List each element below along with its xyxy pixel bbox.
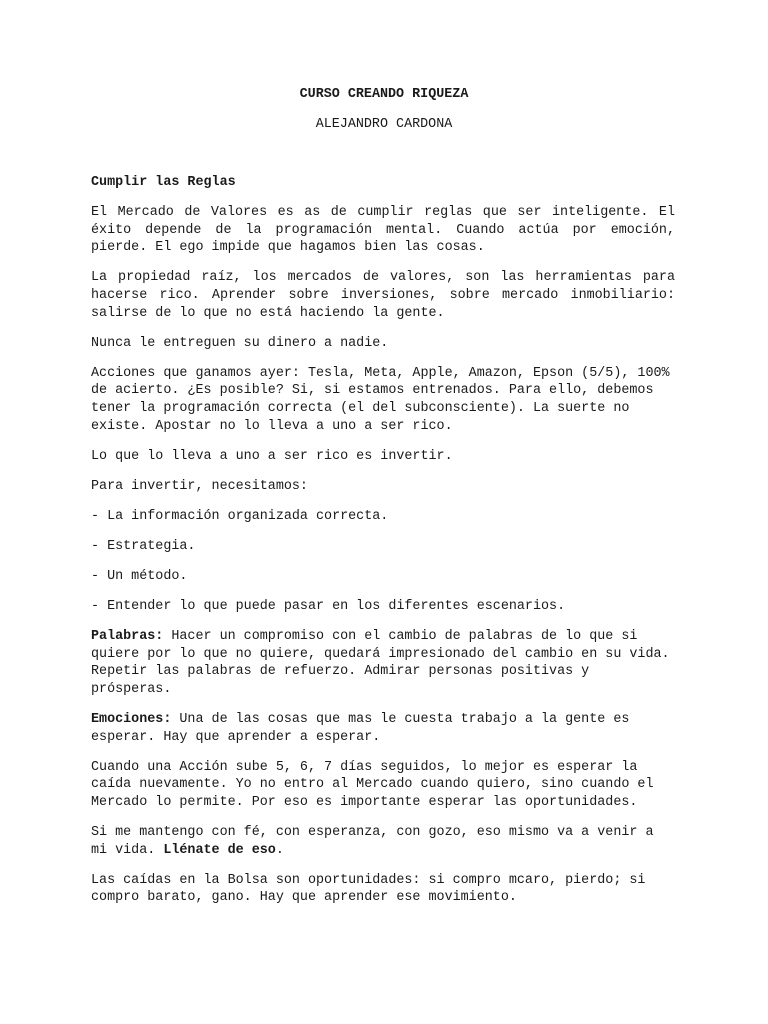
list-item-2: - Estrategia. [91, 538, 196, 554]
document-body [91, 174, 675, 919]
paragraph-4: Acciones que ganamos ayer: Tesla, Meta, Apple, Amazon, Epson (5/5), 100% de acierto. ¿Es posible? Si, si estamos entrenados. Para ello, debemos tener la programación correcta (el del subconsciente). La suerte no existe. Apostar no lo lleva a uno a ser rico. [91, 365, 670, 434]
section-title: Cumplir las Reglas [91, 175, 236, 190]
document-author: ALEJANDRO CARDONA [315, 117, 453, 132]
paragraph-3: Nunca le entreguen su dinero a nadie. [91, 335, 389, 351]
palabras-label: Palabras: [91, 629, 164, 645]
paragraph-9: Cuando una Acción sube 5, 6, 7 días seguidos, lo mejor es esperar la caída nuevamente. Yo no entro al Mercado cuando quiero, sino cuando el Mercado lo permite. Por eso es importante esperar las oportunidades. [91, 759, 654, 810]
document-title: CURSO CREANDO RIQUEZA [299, 87, 469, 102]
paragraph-emociones [91, 711, 675, 746]
list-item-1: - La información organizada correcta. [91, 508, 389, 524]
list-item-4: - Entender lo que puede pasar en los diferentes escenarios. [91, 599, 566, 615]
paragraph-1: El Mercado de Valores es as de cumplir reglas que ser inteligente. El éxito depende de la programación mental. Cuando actúa por emoción, pierde. El ego impide que hagamos bien las cosas. [91, 205, 675, 256]
paragraph-10-text: Si me mantengo con fé, con esperanza, con gozo, eso mismo va a venir a mi vida. [91, 825, 654, 858]
paragraph-10-bold: Llénate de eso [163, 842, 276, 858]
list-item-3: - Un método. [91, 569, 188, 584]
palabras-text: Hacer un compromiso con el cambio de palabras de lo que si quiere por lo que no quiere, quedará impresionado del cambio en su vida. Repetir las palabras de refuerzo. Admirar personas positivas y prósperas. [91, 629, 670, 697]
paragraph-10 [91, 824, 675, 859]
paragraph-11: Las caídas en la Bolsa son oportunidades: si compro mcaro, pierdo; si compro barato, gano. Hay que aprender ese movimiento. [91, 872, 646, 906]
paragraph-10-end: . [275, 842, 284, 858]
emociones-text: Una de las cosas que mas le cuesta trabajo a la gente es esperar. Hay que aprender a esperar. [91, 712, 630, 745]
paragraph-5: Lo que lo lleva a uno a ser rico es invertir. [91, 448, 453, 464]
paragraph-6: Para invertir, necesitamos: [91, 478, 308, 494]
paragraph-2: La propiedad raíz, los mercados de valores, son las herramientas para hacerse rico. Aprender sobre inversiones, sobre mercado inmobiliario: salirse de lo que no está haciendo la gente. [91, 270, 675, 321]
paragraph-palabras [91, 628, 675, 698]
emociones-label: Emociones: [91, 712, 172, 728]
